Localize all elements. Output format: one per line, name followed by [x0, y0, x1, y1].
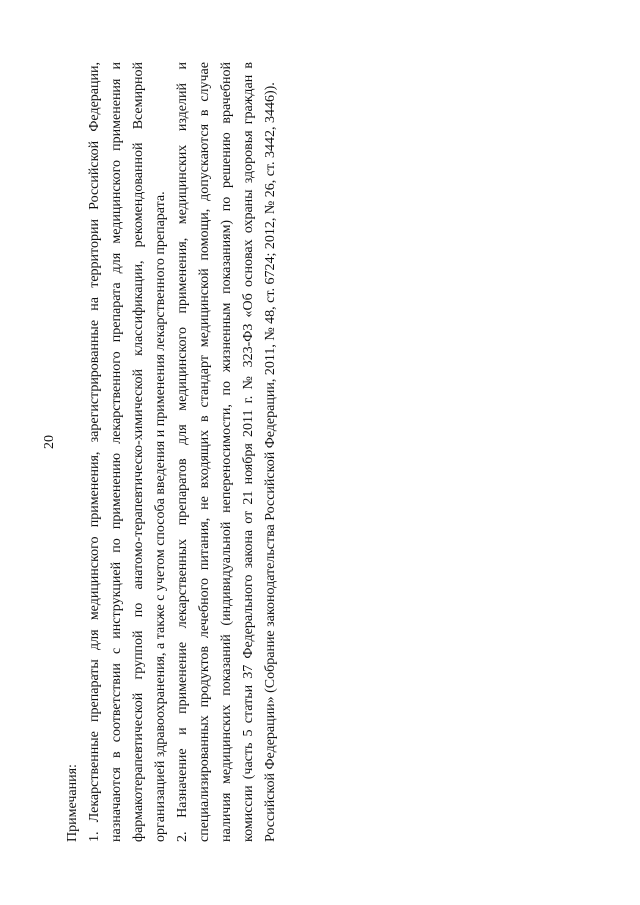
note-text: 1. Лекарственные препараты для медицинского применения, зарегистрированные на территории Российской Федерации, назначаются в соответствии с инструкцией по применению лекарственного препарата для медицинского применения и фармакотерапевтической группой по анатомо-терапевтическо-химической классификации, рекомендованной Всемирной организацией здравоохранения, а также с учетом способа введения и применения лекарственного препарата.	[87, 62, 168, 842]
notes-block	[62, 62, 282, 842]
notes-heading: Примечания:	[65, 764, 80, 842]
page-number: 20	[42, 435, 57, 449]
note-item-2	[172, 62, 282, 842]
note-item-1	[84, 62, 172, 842]
note-text: 2. Назначение и применение лекарственных препаратов для медицинского применения, медицинских изделий и специализированных продуктов лечебного питания, не входящих в стандарт медицинской помощи, допускаются в случае наличия медицинских показаний (индивидуальной непереносимости, по жизненным показаниям) по решению врачебной комиссии (часть 5 статьи 37 Федерального закона от 21 ноября 2011 г. № 323-ФЗ «Об основах охраны здоровья граждан в Российской Федерации» (Собрание законодательства Российской Федерации, 2011, № 48, ст. 6724; 2012, № 26, ст. 3442, 3446)).	[175, 62, 278, 842]
